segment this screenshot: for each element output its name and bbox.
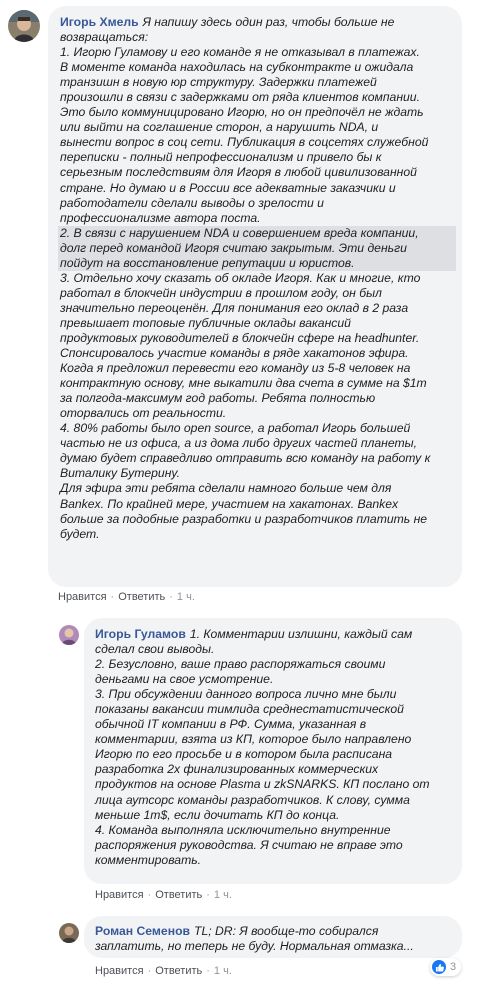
comment-text-line: 4. 80% работы было open source, а работал Игорь большей bbox=[60, 421, 411, 436]
comment-bubble bbox=[84, 916, 462, 958]
comment-text-line: распоряжения руководства. Я считаю не вправе это bbox=[95, 837, 403, 852]
comment-text-line: продуктовых руководителей в блокчейн сфере на headhunter. bbox=[60, 330, 420, 345]
comment-text-line: меньше 1m$, если дочитать КП до конца. bbox=[95, 807, 340, 822]
avatar[interactable] bbox=[59, 625, 79, 645]
like-reaction-icon bbox=[432, 960, 446, 974]
comment-bubble bbox=[48, 6, 462, 587]
comment-text-line: продуктов на основе Plasma и zkSNARKS. КП послано от bbox=[95, 777, 430, 792]
comment-text-line: или выйти на соглашение сторон, а нарушить NDA, и bbox=[60, 120, 379, 135]
comment-text-line: комментировать. bbox=[95, 852, 202, 867]
comment-text-line: думаю будет справедливо отправить всю команду на работу к bbox=[60, 451, 431, 466]
reply-link[interactable]: Ответить bbox=[155, 965, 203, 977]
comment-text-line: Игорю по его просьбе и в котором была расписана bbox=[95, 747, 393, 762]
comment-text-line: стране. Но думаю и в России все адекватные заказчики и bbox=[60, 180, 396, 195]
comment-text-line: TL; DR: Я вообще-то собирался bbox=[194, 924, 379, 938]
comment-text-line: Спонсировалось участие команды в ряде хакатонов эфира. bbox=[60, 346, 409, 361]
comment-text-line: частью не из офиса, а из дома либо других частей планеты, bbox=[60, 436, 418, 451]
comment-text-line: сделал свои выводы. bbox=[95, 642, 215, 657]
like-link[interactable]: Нравится bbox=[95, 965, 144, 977]
comment-text-line: произошли в связи с задержками от ряда клиентов компании. bbox=[60, 90, 420, 105]
comment-text-line: серьезным последствиям для Игоря в любой цивилизованной bbox=[60, 165, 417, 180]
comment-text-line: контрактную основу, мне выкатили два счета в сумме на $1m bbox=[60, 376, 427, 391]
comment-text-line: 1. Комментарии излишни, каждый сам bbox=[189, 627, 413, 641]
reply-link[interactable]: Ответить bbox=[118, 591, 166, 603]
comment-author[interactable]: Игорь Хмель bbox=[60, 15, 139, 29]
avatar[interactable] bbox=[8, 10, 40, 42]
comment-bubble bbox=[84, 618, 462, 884]
comment-text-line: В моменте команда находилась на субконтракте и ожидала bbox=[60, 60, 414, 75]
comment-text-line: деньгами на свое усмотрение. bbox=[95, 672, 274, 687]
comment-text-line: комментарии, взята из КП, которое было направлено bbox=[95, 732, 412, 747]
comment-text-line: Для эфира эти ребята сделали намного больше чем для bbox=[60, 481, 392, 496]
avatar[interactable] bbox=[59, 923, 79, 943]
like-link[interactable]: Нравится bbox=[95, 889, 144, 901]
comment-text-line: 2. В связи с нарушением NDA и совершением вреда компании, bbox=[58, 226, 456, 241]
like-link[interactable]: Нравится bbox=[58, 591, 107, 603]
comment-text-line: заплатить, но теперь не буду. Нормальная отмазка... bbox=[95, 939, 414, 954]
comment-text-line: показаны вакансии тимлида среднестатистической bbox=[95, 702, 404, 717]
comment-text-line: значительно переоценён. Для понимания его оклад в 2 раза bbox=[60, 300, 409, 315]
comment-actions: Нравится · Ответить · 1 ч. bbox=[95, 889, 232, 901]
comment-text bbox=[95, 642, 452, 868]
comment-text-line: переписки - полный непрофессионализм и привело бы к bbox=[60, 150, 382, 165]
comment-text-line: превышает топовые публичные оклады вакансий bbox=[60, 315, 351, 330]
comment-text-line: возвращаться: bbox=[60, 30, 149, 45]
comment-text-line: работал в блокчейн индустрии в прошлом году, он был bbox=[60, 285, 382, 300]
comment-text-line: больше за подобные разработки и разработчиков платить не bbox=[60, 511, 428, 526]
reply-link[interactable]: Ответить bbox=[155, 889, 203, 901]
comment-time[interactable]: 1 ч. bbox=[213, 889, 232, 901]
comment-text-line: Когда я предложил перевести его команду из 5-8 человек на bbox=[60, 361, 411, 376]
reaction-count[interactable] bbox=[430, 958, 461, 976]
comment-time[interactable]: 1 ч. bbox=[176, 591, 195, 603]
comment-actions: Нравится · Ответить · 1 ч. bbox=[95, 965, 232, 977]
comment-text-line: Виталику Бутерину. bbox=[60, 466, 181, 481]
comment-text-line: Bankex. По крайней мере, участием на хакатонах. Bankex bbox=[60, 496, 399, 511]
comment-text-line: обычной IT компании в РФ. Сумма, указанная в bbox=[95, 717, 367, 732]
comment-text-line: 1. Игорю Гуламову и его команде я не отказывал в платежах. bbox=[60, 45, 420, 60]
comment-text-line: 4. Команда выполняла исключительно внутренние bbox=[95, 822, 391, 837]
comment-actions: Нравится · Ответить · 1 ч. bbox=[58, 591, 195, 603]
comment-text-line: 3. При обсуждении данного вопроса лично мне были bbox=[95, 687, 397, 702]
comment-text-line: разработка 2х финализированных коммерческих bbox=[95, 762, 379, 777]
comment-text-line: Это было коммуницировано Игорю, но он предпочёл не ждать bbox=[60, 105, 424, 120]
comment-text-line: вынести вопрос в соц сети. Публикация в соцсетях служебной bbox=[60, 135, 429, 150]
comment-time[interactable]: 1 ч. bbox=[213, 965, 232, 977]
comment-text-line: за полгода-максимум год работы. Ребята полностью bbox=[60, 391, 376, 406]
comment-author[interactable]: Роман Семенов bbox=[95, 924, 190, 938]
comment-text-line: 3. Отдельно хочу сказать об окладе Игоря. Как и многие, кто bbox=[60, 270, 421, 285]
comment-text-line: оторвались от реальности. bbox=[60, 406, 227, 421]
comment-text-line: пойдут на восстановление репутации и юристов. bbox=[58, 256, 456, 271]
comment-text bbox=[95, 939, 452, 954]
comment-text-line: профессионализме автора поста. bbox=[60, 210, 261, 225]
comment-author[interactable]: Игорь Гуламов bbox=[95, 627, 186, 641]
comment-text-line: лица аутсорс команды разработчиков. К слову, сумма bbox=[95, 792, 410, 807]
comment-text-line: транзишн в новую юр структуру. Задержки платежей bbox=[60, 75, 377, 90]
comment-text-line: Я напишу здесь один раз, чтобы больше не bbox=[142, 15, 395, 29]
comment-text-line: долг перед командой Игоря считаю закрытым. Эти деньги bbox=[58, 241, 456, 256]
comment-text-line: 2. Безусловно, ваше право распоряжаться своими bbox=[95, 657, 386, 672]
comment-text bbox=[60, 30, 452, 542]
comment-text-line: работодатели сделали выводы о зрелости и bbox=[60, 195, 324, 210]
reaction-count-value: 3 bbox=[450, 961, 457, 973]
comment-text-line: будет. bbox=[60, 526, 100, 541]
